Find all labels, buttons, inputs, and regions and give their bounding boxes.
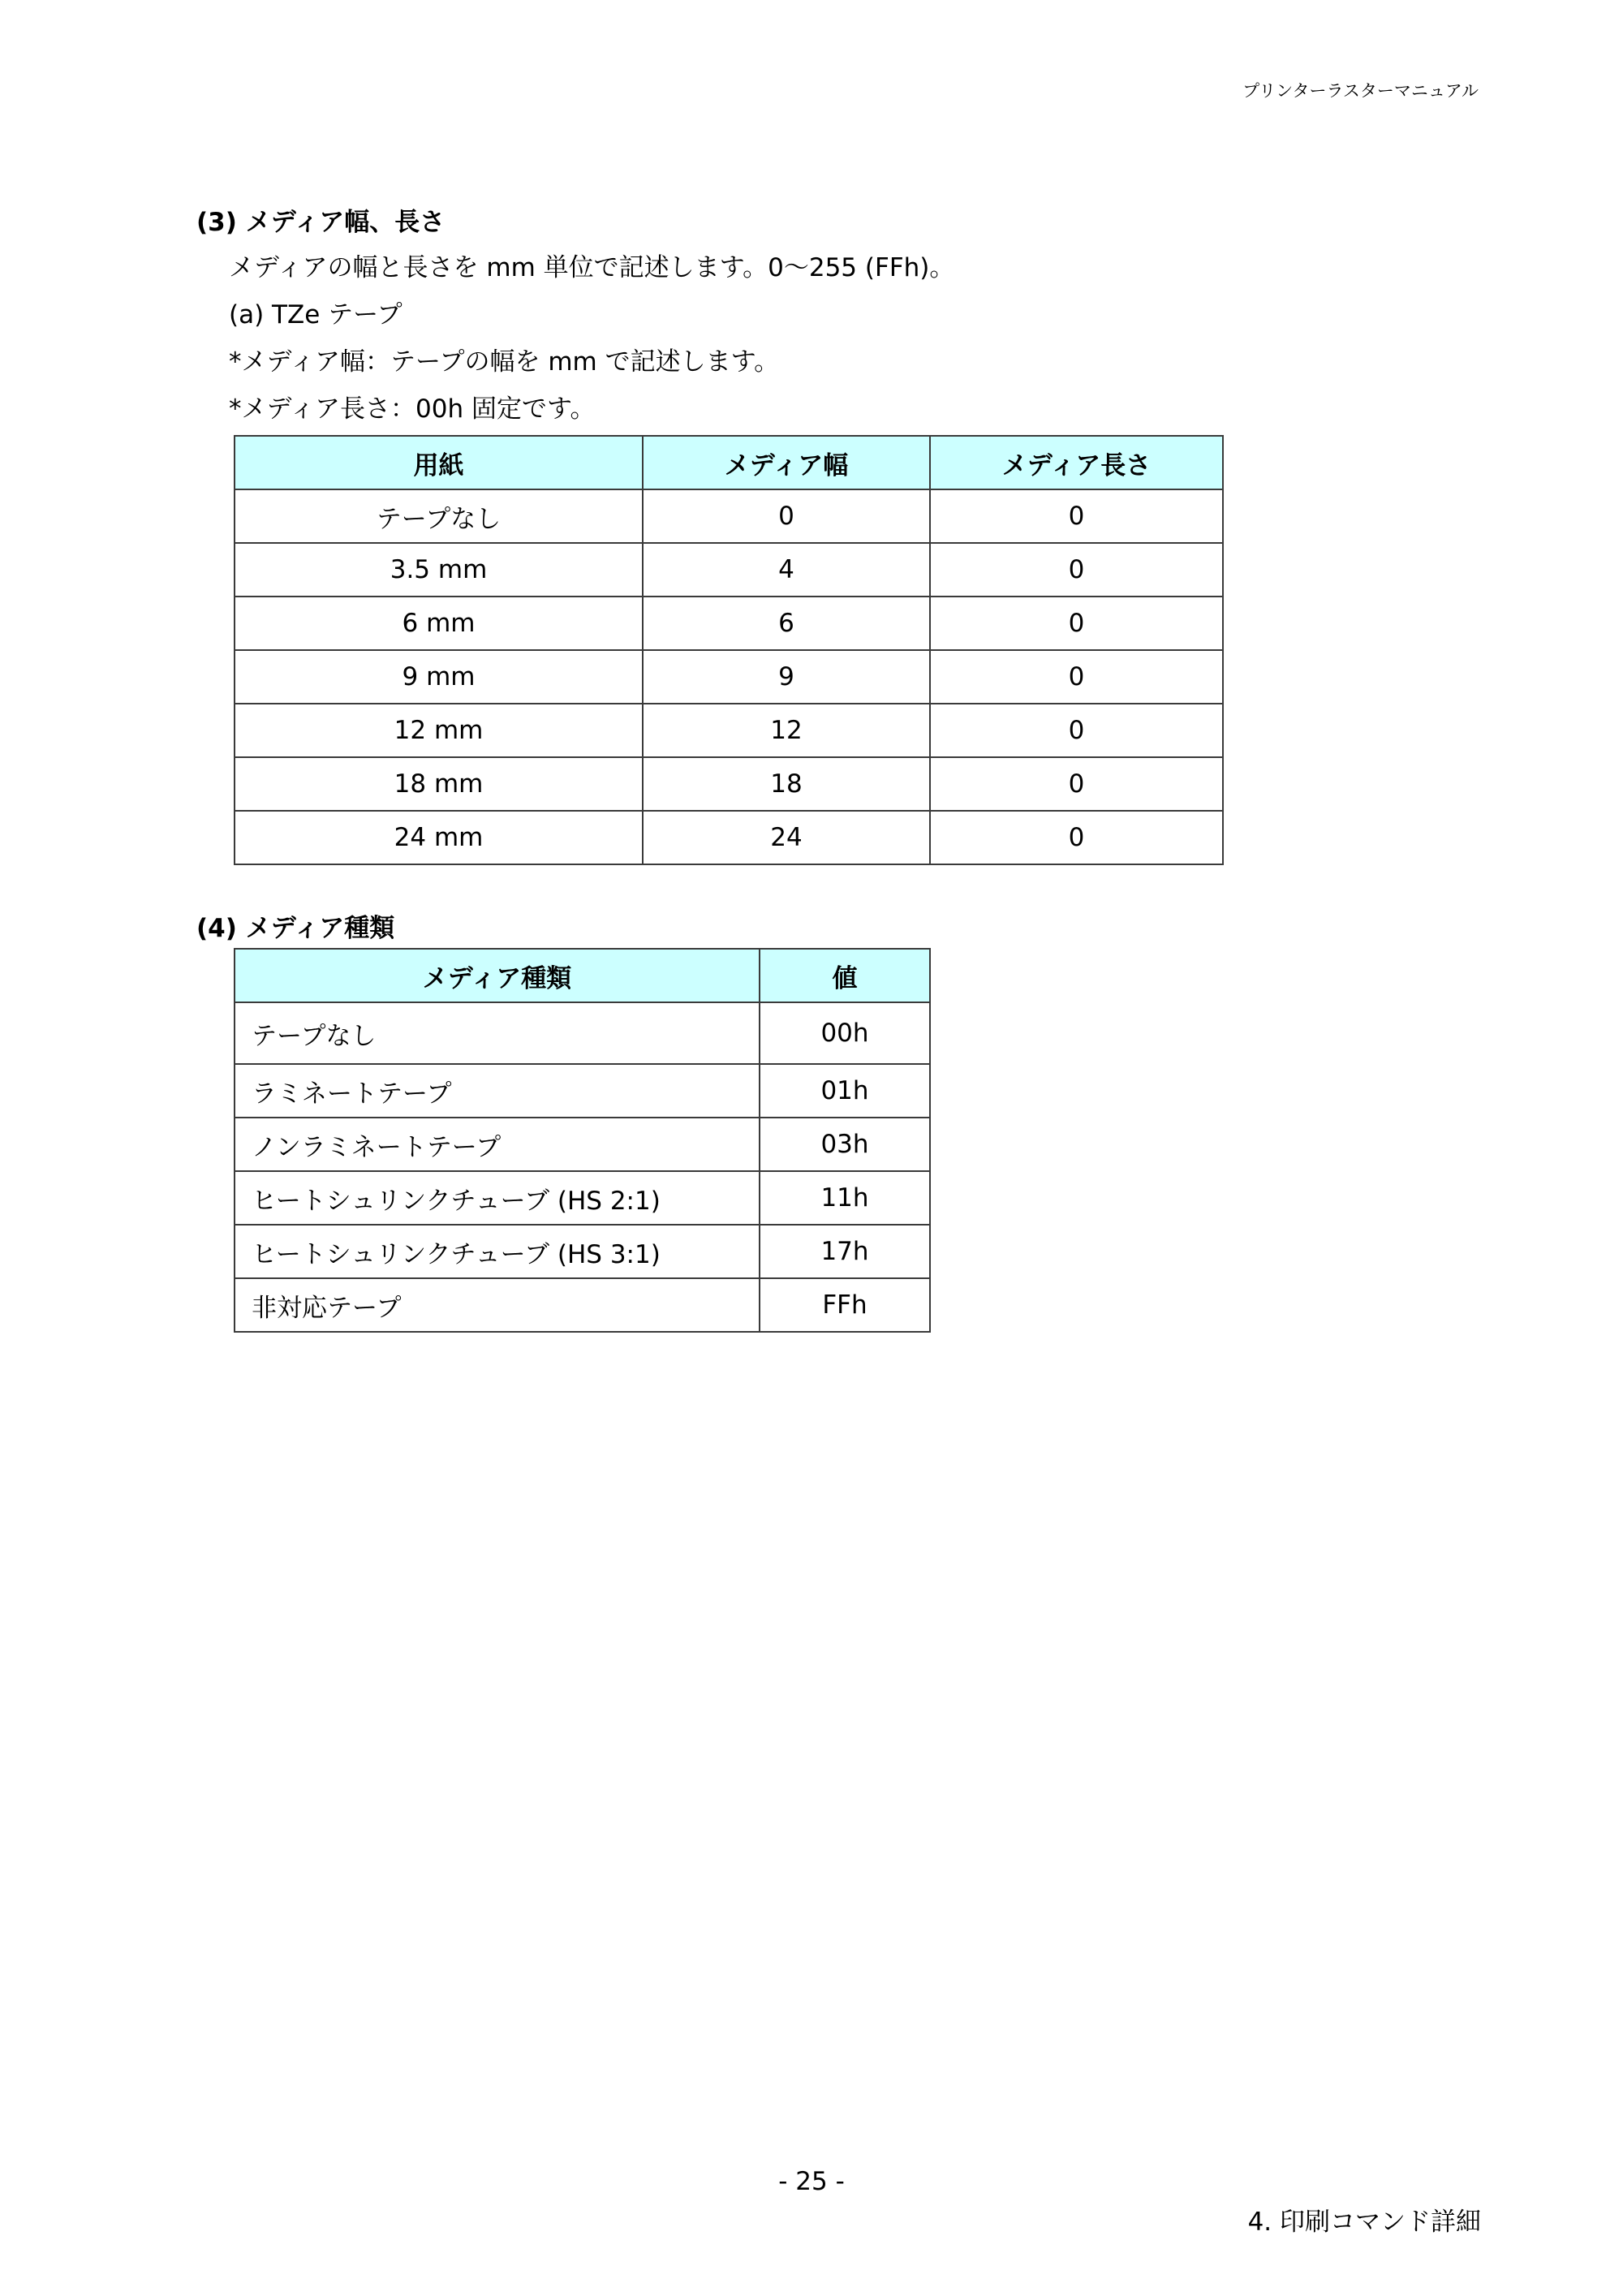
running-header-title: プリンターラスターマニュアル: [1242, 81, 1479, 101]
cell-media-width: 6: [643, 597, 930, 650]
table-row: [235, 650, 1223, 704]
cell-media-type: ヒートシュリンクチューブ (HS 2:1): [235, 1171, 760, 1225]
table-row: [235, 757, 1223, 811]
column-header-media-width: メディア幅: [643, 436, 930, 489]
table-row: [235, 811, 1223, 864]
cell-media-width: 12: [643, 704, 930, 757]
cell-value: 00h: [760, 1002, 930, 1064]
table-row: [235, 1225, 930, 1278]
table-row: [235, 543, 1223, 597]
cell-media-type: テープなし: [235, 1002, 760, 1064]
table-row: [235, 1002, 930, 1064]
cell-media-length: 0: [930, 597, 1223, 650]
table-row: [235, 704, 1223, 757]
cell-paper: 24 mm: [235, 811, 643, 864]
column-header-value: 値: [760, 949, 930, 1002]
cell-media-length: 0: [930, 489, 1223, 543]
cell-paper: 9 mm: [235, 650, 643, 704]
section-3-description: メディアの幅と長さを mm 単位で記述します。0〜255 (FFh)。: [229, 253, 955, 282]
section-3-heading: (3) メディア幅、長さ: [196, 208, 446, 237]
cell-value: 11h: [760, 1171, 930, 1225]
cell-paper: 6 mm: [235, 597, 643, 650]
column-header-media-length: メディア長さ: [930, 436, 1223, 489]
cell-paper: 18 mm: [235, 757, 643, 811]
cell-media-type: ラミネートテープ: [235, 1064, 760, 1118]
cell-media-width: 0: [643, 489, 930, 543]
table-header-row: [235, 436, 1223, 489]
cell-media-length: 0: [930, 704, 1223, 757]
table-row: [235, 1171, 930, 1225]
cell-paper: 12 mm: [235, 704, 643, 757]
cell-media-length: 0: [930, 757, 1223, 811]
section-3-note-width: *メディア幅：テープの幅を mm で記述します。: [229, 347, 780, 377]
cell-media-width: 24: [643, 811, 930, 864]
table-row: [235, 1278, 930, 1332]
cell-paper: 3.5 mm: [235, 543, 643, 597]
table-header-row: [235, 949, 930, 1002]
cell-media-type: ヒートシュリンクチューブ (HS 3:1): [235, 1225, 760, 1278]
table-row: [235, 489, 1223, 543]
media-type-table: [234, 948, 931, 1333]
cell-media-length: 0: [930, 543, 1223, 597]
cell-media-type: ノンラミネートテープ: [235, 1118, 760, 1171]
chapter-footer: 4. 印刷コマンド詳細: [1247, 2208, 1481, 2237]
cell-value: 17h: [760, 1225, 930, 1278]
cell-media-length: 0: [930, 650, 1223, 704]
column-header-media-type: メディア種類: [235, 949, 760, 1002]
media-width-length-table: [234, 435, 1224, 865]
cell-media-width: 18: [643, 757, 930, 811]
cell-value: 03h: [760, 1118, 930, 1171]
section-3-subheading-tze: (a) TZe テープ: [229, 300, 403, 330]
cell-media-length: 0: [930, 811, 1223, 864]
section-4-heading: (4) メディア種類: [196, 914, 395, 943]
cell-value: FFh: [760, 1278, 930, 1332]
cell-value: 01h: [760, 1064, 930, 1118]
cell-media-type: 非対応テープ: [235, 1278, 760, 1332]
cell-media-width: 4: [643, 543, 930, 597]
table-row: [235, 597, 1223, 650]
column-header-paper: 用紙: [235, 436, 643, 489]
cell-paper: テープなし: [235, 489, 643, 543]
cell-media-width: 9: [643, 650, 930, 704]
table-row: [235, 1064, 930, 1118]
table-row: [235, 1118, 930, 1171]
section-3-note-length: *メディア長さ：00h 固定です。: [229, 394, 596, 424]
page-number: - 25 -: [778, 2167, 845, 2196]
